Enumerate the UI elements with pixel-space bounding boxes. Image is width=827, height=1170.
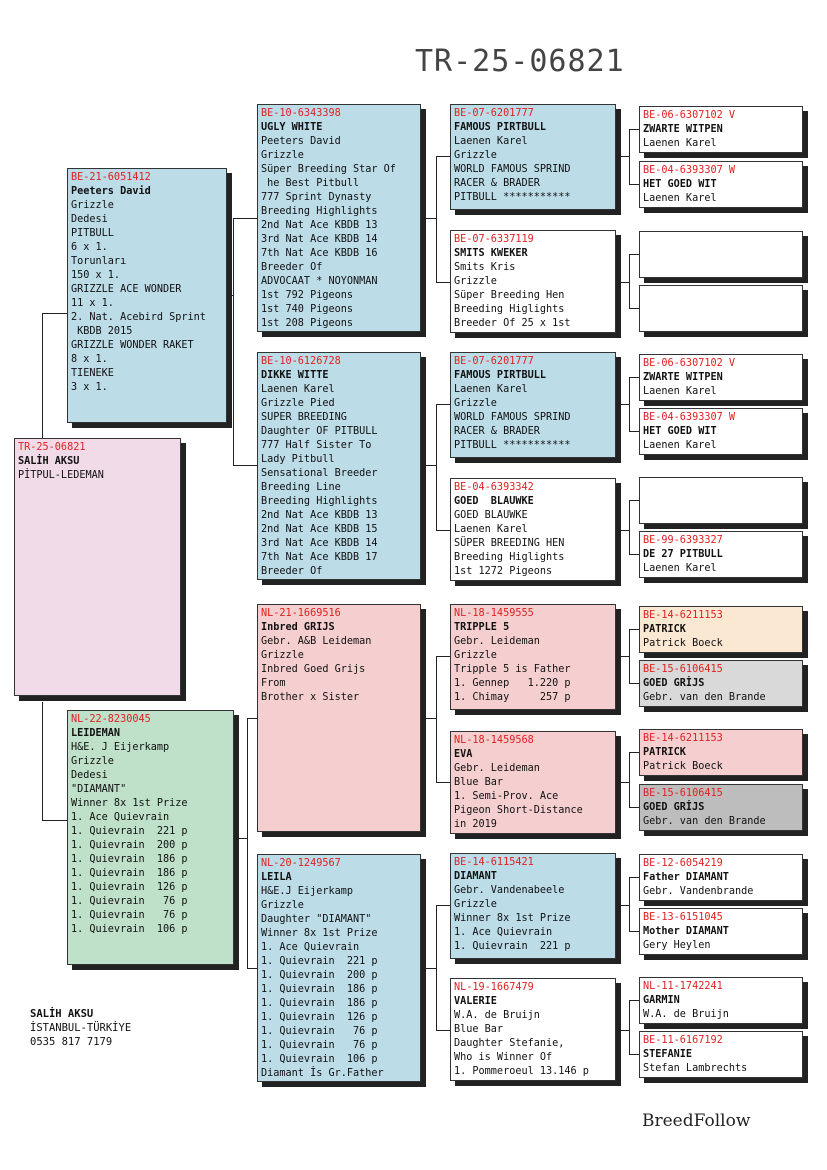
pigeon-detail: Gebr. Vandenbrande [643, 886, 754, 897]
pigeon-detail: 1. Quievrain 106 p [261, 1054, 378, 1065]
pigeon-detail: 11 x 1. [71, 298, 114, 309]
pigeon-detail: Smits Kris [454, 262, 516, 273]
great-grandparent-card-6[interactable] [450, 731, 616, 834]
owner-name: SALİH AKSU [30, 1008, 94, 1020]
pigeon-detail: 3rd Nat Ace KBDB 14 [261, 538, 378, 549]
pigeon-detail: Grizzle [261, 900, 304, 911]
connector-line [629, 500, 630, 554]
ring-number: NL-18-1459555 [454, 608, 534, 619]
pigeon-detail: he Best Pitbull [261, 178, 360, 189]
pigeon-detail: Grizzle [261, 150, 304, 161]
pigeon-detail: 1. Quievrain 76 p [71, 910, 188, 921]
pigeon-detail: PİTPUL-LEDEMAN [18, 470, 104, 481]
connector-line [42, 820, 67, 821]
pigeon-detail: H&E.J Eijerkamp [261, 886, 354, 897]
pigeon-detail: Süper Breeding Star Of [261, 164, 396, 175]
pigeon-detail: TIENEKE [71, 368, 114, 379]
pigeon-detail: in 2019 [454, 819, 497, 830]
connector-line [629, 807, 639, 808]
grandparent-card-1[interactable] [257, 104, 421, 332]
pigeon-name: SALİH AKSU [18, 456, 80, 467]
pigeon-detail: Breeder Of 25 x 1st [454, 318, 571, 329]
grandparent-card-4[interactable] [257, 854, 421, 1082]
pigeon-name: Father DIAMANT [643, 872, 729, 883]
pigeon-detail: Brother x Sister [261, 692, 360, 703]
connector-line [42, 313, 67, 314]
pigeon-detail: 1. Pommeroeul 13.146 p [454, 1066, 589, 1077]
connector-line [621, 404, 629, 405]
pigeon-detail: ADVOCAAT * NOYONMAN [261, 276, 378, 287]
pigeon-detail: Tripple 5 is Father [454, 664, 571, 675]
grandparent-card-3[interactable] [257, 604, 421, 832]
pigeon-detail: GRIZZLE WONDER RAKET [71, 340, 194, 351]
pigeon-detail: Breeder Of [261, 262, 323, 273]
ancestor-card-2[interactable] [639, 161, 803, 208]
ring-number: BE-06-6307102 V [643, 358, 736, 369]
pigeon-detail: 1. Quievrain 76 p [261, 1040, 378, 1051]
ancestor-card-6[interactable] [639, 408, 803, 455]
pigeon-detail: Grizzle [261, 650, 304, 661]
ring-number: NL-19-1667479 [454, 982, 534, 993]
pigeon-detail: RACER & BRADER [454, 426, 540, 437]
pigeon-detail: Gebr. Leideman [454, 636, 540, 647]
connector-line [42, 702, 43, 821]
pigeon-detail: 8 x 1. [71, 354, 108, 365]
pigeon-detail: "DIAMANT" [71, 784, 127, 795]
ring-number: BE-11-6167192 [643, 1035, 723, 1046]
pigeon-detail: Breeding Higlights [454, 304, 565, 315]
pigeon-detail: Breeding Highlights [261, 496, 378, 507]
pigeon-name: Peeters David [71, 186, 151, 197]
ring-number: BE-06-6307102 V [643, 110, 736, 121]
connector-line [629, 254, 639, 255]
connector-line [436, 782, 450, 783]
pigeon-detail: Inbred Goed Grijs [261, 664, 366, 675]
connector-line [621, 156, 629, 157]
pigeon-name: TRIPPLE 5 [454, 622, 510, 633]
connector-line [247, 718, 257, 719]
great-grandparent-card-7[interactable] [450, 853, 616, 959]
ring-number: BE-14-6211153 [643, 610, 723, 621]
pigeon-detail: SÜPER BREEDING HEN [454, 538, 565, 549]
pigeon-detail: 6 x 1. [71, 242, 108, 253]
pigeon-detail: Laenen Karel [454, 136, 528, 147]
pigeon-detail: 150 x 1. [71, 270, 121, 281]
pigeon-name: VALERIE [454, 996, 497, 1007]
pigeon-detail: Patrick Boeck [643, 761, 723, 772]
pigeon-name: PATRICK [643, 624, 686, 635]
great-grandparent-card-3[interactable] [450, 352, 616, 458]
pigeon-detail: 1. Quievrain 186 p [71, 854, 188, 865]
ancestor-card-9[interactable] [639, 606, 803, 653]
connector-line [239, 838, 247, 839]
pigeon-detail: Breeding Highlights [261, 206, 378, 217]
pigeon-name: SMITS KWEKER [454, 248, 528, 259]
ring-number: BE-12-6054219 [643, 858, 723, 869]
pigeon-name: EVA [454, 749, 473, 760]
pigeon-detail: Blue Bar [454, 777, 504, 788]
ring-number: NL-11-1742241 [643, 981, 723, 992]
ring-number: BE-14-6115421 [454, 857, 534, 868]
ring-number: BE-99-6393327 [643, 535, 723, 546]
pigeon-detail: From [261, 678, 286, 689]
ancestor-card-15[interactable] [639, 977, 803, 1024]
pigeon-detail: Grizzle [454, 899, 497, 910]
connector-line [621, 1030, 629, 1031]
connector-line [233, 218, 234, 465]
pigeon-detail: 777 Sprint Dynasty [261, 192, 372, 203]
pigeon-detail: 1. Quievrain 221 p [261, 956, 378, 967]
pigeon-detail: WORLD FAMOUS SPRIND [454, 164, 571, 175]
subject-card[interactable] [14, 438, 181, 696]
pigeon-name: LEIDEMAN [71, 728, 121, 739]
ring-number: BE-10-6126728 [261, 356, 341, 367]
great-grandparent-card-8[interactable] [450, 978, 616, 1081]
connector-line [629, 629, 639, 630]
pigeon-name: UGLY WHITE [261, 122, 323, 133]
pigeon-name: GOED GRİJS [643, 802, 705, 813]
pigeon-detail: Patrick Boeck [643, 638, 723, 649]
ancestor-card-16[interactable] [639, 1031, 803, 1078]
pigeon-detail: Laenen Karel [454, 384, 528, 395]
ring-number: NL-18-1459568 [454, 735, 534, 746]
pigeon-detail: 1. Quievrain 186 p [261, 984, 378, 995]
pigeon-detail: 1. Quievrain 76 p [71, 896, 188, 907]
pigeon-detail: Laenen Karel [643, 440, 717, 451]
pigeon-detail: 1. Quievrain 106 p [71, 924, 188, 935]
pigeon-detail: 1st 740 Pigeons [261, 304, 354, 315]
pigeon-detail: Torunları [71, 256, 127, 267]
ancestor-card-8[interactable] [639, 531, 803, 578]
pigeon-detail: Pigeon Short-Distance [454, 805, 583, 816]
connector-line [629, 554, 639, 555]
pigeon-detail: Daughter "DIAMANT" [261, 914, 372, 925]
pigeon-detail: 2nd Nat Ace KBDB 13 [261, 220, 378, 231]
connector-line [629, 254, 630, 308]
ancestor-card-11[interactable] [639, 729, 803, 776]
connector-line [436, 156, 437, 282]
pigeon-detail: 1. Quievrain 126 p [71, 882, 188, 893]
pigeon-detail: 1. Quievrain 200 p [261, 970, 378, 981]
connector-line [426, 218, 436, 219]
connector-line [436, 156, 450, 157]
ring-number: NL-21-1669516 [261, 608, 341, 619]
pigeon-name: DE 27 PITBULL [643, 549, 723, 560]
pigeon-name: HET GOED WIT [643, 179, 717, 190]
connector-line [629, 308, 639, 309]
connector-line [629, 752, 630, 807]
pigeon-detail: 777 Half Sister To [261, 440, 372, 451]
ancestor-card-5[interactable] [639, 354, 803, 401]
pigeon-name: GOED GRİJS [643, 678, 705, 689]
pigeon-name: FAMOUS PIRTBULL [454, 370, 547, 381]
connector-line [629, 1000, 639, 1001]
pigeon-detail: GOED BLAUWKE [454, 510, 528, 521]
pigeon-detail: KBDB 2015 [71, 326, 133, 337]
dam-card[interactable] [67, 710, 234, 965]
pigeon-detail: Laenen Karel [643, 138, 717, 149]
pigeon-name: DIAMANT [454, 871, 497, 882]
connector-line [621, 282, 629, 283]
pigeon-detail: 1. Ace Quievrain [261, 942, 360, 953]
ring-number: NL-20-1249567 [261, 858, 341, 869]
pigeon-detail: 1. Quievrain 200 p [71, 840, 188, 851]
connector-line [629, 683, 639, 684]
pigeon-detail: Gebr. Leideman [454, 763, 540, 774]
pigeon-detail: Laenen Karel [643, 386, 717, 397]
pigeon-name: GOED BLAUWKE [454, 496, 534, 507]
connector-line [247, 718, 248, 968]
pigeon-detail: Grizzle [454, 650, 497, 661]
pigeon-detail: 1. Quievrain 186 p [261, 998, 378, 1009]
ring-number: BE-21-6051412 [71, 172, 151, 183]
connector-line [436, 404, 450, 405]
connector-line [436, 530, 450, 531]
pigeon-detail: Grizzle [454, 150, 497, 161]
pigeon-detail: 1. Quievrain 221 p [71, 826, 188, 837]
pigeon-detail: 1st 1272 Pigeons [454, 566, 553, 577]
pigeon-name: FAMOUS PIRTBULL [454, 122, 547, 133]
pigeon-detail: Süper Breeding Hen [454, 290, 565, 301]
great-grandparent-card-5[interactable] [450, 604, 616, 710]
pigeon-detail: Breeder Of [261, 566, 323, 577]
ancestor-card-12[interactable] [639, 784, 803, 831]
pigeon-detail: 2nd Nat Ace KBDB 15 [261, 524, 378, 535]
connector-line [629, 877, 639, 878]
pigeon-detail: PITBULL *********** [454, 192, 571, 203]
pigeon-detail: Gebr. van den Brande [643, 692, 766, 703]
pigeon-detail: Grizzle [71, 200, 114, 211]
connector-line [629, 931, 639, 932]
pigeon-name: LEILA [261, 872, 292, 883]
pigeon-detail: Laenen Karel [643, 193, 717, 204]
pigeon-detail: 7th Nat Ace KBDB 17 [261, 552, 378, 563]
pigeon-detail: Laenen Karel [643, 563, 717, 574]
pigeon-detail: Dedesi [71, 770, 108, 781]
connector-line [426, 718, 436, 719]
ring-number: BE-13-6151045 [643, 912, 723, 923]
connector-line [436, 905, 437, 1030]
sire-card[interactable] [67, 168, 227, 423]
great-grandparent-card-1[interactable] [450, 104, 616, 210]
ring-number: BE-04-6393342 [454, 482, 534, 493]
ring-number: TR-25-06821 [18, 442, 86, 453]
pigeon-detail: 1. Ace Quievrain [454, 927, 553, 938]
pigeon-detail: Dedesi [71, 214, 108, 225]
connector-line [233, 218, 257, 219]
pigeon-detail: 1. Semi-Prov. Ace [454, 791, 559, 802]
pigeon-detail: 1. Quievrain 186 p [71, 868, 188, 879]
pigeon-detail: PITBULL [71, 228, 114, 239]
pigeon-name: Mother DIAMANT [643, 926, 729, 937]
pigeon-detail: 2. Nat. Acebird Sprint [71, 312, 206, 323]
pigeon-name: ZWARTE WITPEN [643, 124, 723, 135]
connector-line [621, 656, 629, 657]
connector-line [436, 656, 450, 657]
connector-line [436, 1030, 450, 1031]
connector-line [629, 129, 639, 130]
pigeon-detail: Daughter OF PITBULL [261, 426, 378, 437]
ring-number: BE-04-6393307 W [643, 412, 736, 423]
connector-line [426, 465, 436, 466]
ring-number: NL-22-8230045 [71, 714, 151, 725]
pigeon-name: PATRICK [643, 747, 686, 758]
connector-line [629, 1054, 639, 1055]
ancestor-card-3[interactable] [639, 231, 803, 278]
pigeon-detail: SUPER BREEDING [261, 412, 347, 423]
owner-info [30, 1007, 131, 1049]
ring-number: BE-07-6201777 [454, 356, 534, 367]
pigeon-detail: Laenen Karel [261, 384, 335, 395]
connector-line [247, 968, 257, 969]
pigeon-detail: 1. Quievrain 76 p [261, 1026, 378, 1037]
connector-line [629, 877, 630, 931]
pigeon-detail: Winner 8x 1st Prize [454, 913, 571, 924]
pigeon-detail: 1. Chimay 257 p [454, 692, 571, 703]
connector-line [629, 431, 639, 432]
pigeon-detail: Winner 8x 1st Prize [71, 798, 188, 809]
pigeon-detail: Daughter Stefanie, [454, 1038, 565, 1049]
pigeon-name: Inbred GRIJS [261, 622, 335, 633]
connector-line [629, 752, 639, 753]
connector-line [436, 282, 450, 283]
connector-line [42, 313, 43, 438]
connector-line [233, 465, 257, 466]
ring-number: BE-14-6211153 [643, 733, 723, 744]
pigeon-detail: Who is Winner Of [454, 1052, 553, 1063]
pigeon-detail: Gebr. A&B Leideman [261, 636, 372, 647]
pigeon-detail: 1. Quievrain 221 p [454, 941, 571, 952]
pigeon-detail: Grizzle [71, 756, 114, 767]
pigeon-detail: RACER & BRADER [454, 178, 540, 189]
owner-phone: 0535 817 7179 [30, 1036, 113, 1048]
brand-logo: BreedFollow [642, 1111, 751, 1131]
connector-line [436, 656, 437, 782]
ring-number: BE-10-6343398 [261, 108, 341, 119]
pigeon-detail: W.A. de Bruijn [643, 1009, 729, 1020]
connector-line [629, 184, 639, 185]
pigeon-detail: 1. Gennep 1.220 p [454, 678, 571, 689]
ancestor-card-10[interactable] [639, 660, 803, 707]
great-grandparent-card-4[interactable] [450, 478, 616, 581]
pigeon-detail: Stefan Lambrechts [643, 1063, 748, 1074]
pigeon-detail: W.A. de Bruijn [454, 1010, 540, 1021]
pigeon-detail: Gebr. van den Brande [643, 816, 766, 827]
connector-line [621, 530, 629, 531]
pigeon-detail: 2nd Nat Ace KBDB 13 [261, 510, 378, 521]
pigeon-detail: 1. Ace Quievrain [71, 812, 170, 823]
ancestor-card-14[interactable] [639, 908, 803, 955]
pigeon-name: GARMIN [643, 995, 680, 1006]
ancestor-card-13[interactable] [639, 854, 803, 901]
owner-city: İSTANBUL-TÜRKİYE [30, 1022, 132, 1034]
ancestor-card-4[interactable] [639, 285, 803, 332]
grandparent-card-2[interactable] [257, 352, 421, 580]
pigeon-detail: PITBULL *********** [454, 440, 571, 451]
ring-number: BE-07-6201777 [454, 108, 534, 119]
pigeon-name: DIKKE WITTE [261, 370, 329, 381]
pigeon-detail: Lady Pitbull [261, 454, 335, 465]
pigeon-detail: Grizzle Pied [261, 398, 335, 409]
pigeon-name: STEFANIE [643, 1049, 693, 1060]
ancestor-card-7[interactable] [639, 477, 803, 524]
connector-line [629, 1000, 630, 1054]
pigeon-detail: Peeters David [261, 136, 341, 147]
pigeon-detail: 1. Quievrain 126 p [261, 1012, 378, 1023]
ring-number: BE-04-6393307 W [643, 165, 736, 176]
connector-line [436, 404, 437, 530]
pigeon-detail: Breeding Higlights [454, 552, 565, 563]
ring-number: BE-07-6337119 [454, 234, 534, 245]
pigeon-detail: H&E. J Eijerkamp [71, 742, 170, 753]
pigeon-detail: Diamant İs Gr.Father [261, 1068, 384, 1079]
pigeon-detail: 1st 208 Pigeons [261, 318, 354, 329]
ring-number: BE-15-6106415 [643, 664, 723, 675]
connector-line [629, 629, 630, 683]
pigeon-detail: 3rd Nat Ace KBDB 14 [261, 234, 378, 245]
pigeon-detail: Blue Bar [454, 1024, 504, 1035]
connector-line [629, 500, 639, 501]
pigeon-detail: Breeding Line [261, 482, 341, 493]
connector-line [426, 968, 436, 969]
connector-line [621, 905, 629, 906]
ancestor-card-1[interactable] [639, 106, 803, 153]
connector-line [227, 295, 233, 296]
pigeon-name: HET GOED WIT [643, 426, 717, 437]
pedigree-title: TR-25-06821 [415, 44, 625, 79]
pigeon-name: ZWARTE WITPEN [643, 372, 723, 383]
pigeon-detail: Gery Heylen [643, 940, 711, 951]
pigeon-detail: Gebr. Vandenabeele [454, 885, 565, 896]
connector-line [629, 377, 630, 431]
pigeon-detail: Winner 8x 1st Prize [261, 928, 378, 939]
connector-line [629, 129, 630, 184]
great-grandparent-card-2[interactable] [450, 230, 616, 333]
pigeon-detail: Grizzle [454, 398, 497, 409]
pigeon-detail: GRIZZLE ACE WONDER [71, 284, 182, 295]
connector-line [621, 782, 629, 783]
pigeon-detail: Sensational Breeder [261, 468, 378, 479]
pigeon-detail: WORLD FAMOUS SPRIND [454, 412, 571, 423]
connector-line [436, 905, 450, 906]
pigeon-detail: 1st 792 Pigeons [261, 290, 354, 301]
pigeon-detail: Grizzle [454, 276, 497, 287]
connector-line [629, 377, 639, 378]
ring-number: BE-15-6106415 [643, 788, 723, 799]
pigeon-detail: 7th Nat Ace KBDB 16 [261, 248, 378, 259]
pigeon-detail: 3 x 1. [71, 382, 108, 393]
pigeon-detail: Laenen Karel [454, 524, 528, 535]
